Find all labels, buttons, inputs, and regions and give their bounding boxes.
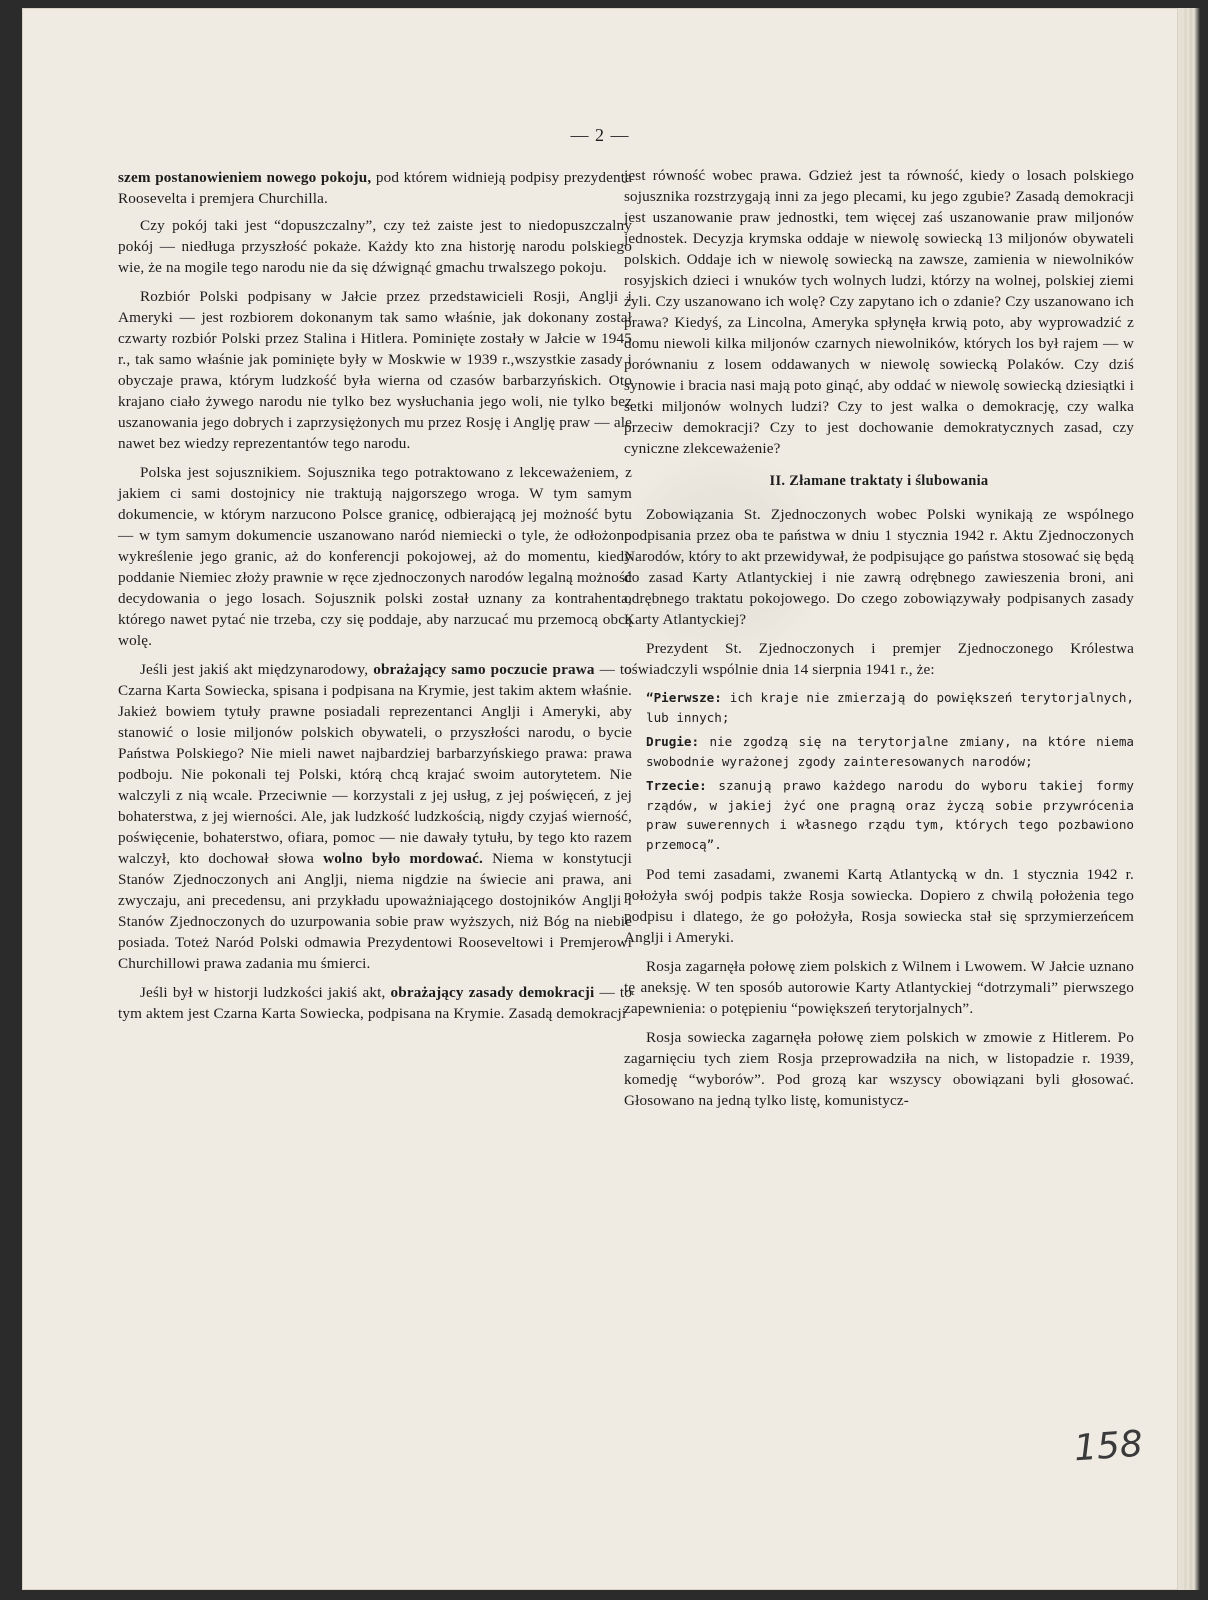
quote-text: szanują prawo każdego narodu do wyboru takiej formy rządów, w jakiej żyć one pragną oraz życzą sobie przywrócenia praw suwerennych i własnego rządu tym, których tego pozbawiono przemocą”. (646, 778, 1134, 852)
paragraph (118, 167, 632, 209)
charter-quote (646, 688, 1134, 854)
bold-phrase: szem postanowieniem nowego pokoju, (118, 169, 372, 186)
handwritten-note: 158 (1072, 1423, 1145, 1470)
paragraph: Polska jest sojusznikiem. Sojusznika tego potraktowano z lekceważeniem, z jakiem ci sami dostojnicy nie traktują najgorszego wroga. W tym samym dokumencie, w którym narzucono Polsce granicę, odbierającą jej możność bytu — w tym samym dokumencie uszanowano naród niemiecki o tyle, że odłożono wykreślenie jego granic, aż do konferencji pokojowej, aż do momentu, kiedy poddanie Niemiec złoży prawnie w ręce zjednoczonych narodów legalną możność decydowania o jego losach. Sojusznik polski został uznany za kontrahenta, którego nawet pytać nie trzeba, czy się poddaje, aby narzucać mu przemocą obcą wolę. (118, 464, 632, 649)
paragraph: Rosja sowiecka zagarnęła połowę ziem polskich w zmowie z Hitlerem. Po zagarnięciu tych ziem Rosja przeprowadziła na nich, w listopadzie r. 1939, komedję “wyborów”. Pod grozą kar wszyscy obowiązani byli głosować. Głosowano na jedną tylko listę, komunistycz- (624, 1029, 1134, 1109)
section-heading: II. Złamane traktaty i ślubowania (769, 473, 989, 489)
quote-label: “Pierwsze: (646, 690, 722, 705)
bold-phrase: obrażający samo poczucie prawa (373, 661, 595, 678)
bold-phrase: wolno było mordować. (323, 850, 484, 867)
text-span: Jeśli był w historji ludzkości jakiś akt, (140, 984, 391, 1001)
quote-text: ich kraje nie zmierzają do powiększeń terytorjalnych, lub innych; (646, 690, 1134, 725)
text-span: — to tym aktem jest Czarna Karta Sowiecka, podpisana na Krymie. Zasadą demokracji (118, 984, 632, 1022)
text-span: Niema w konstytucji Stanów Zjednoczonych ani Anglji, niema nigdzie na świecie ani prawa, ani zwyczaju, ani precedensu, ani przykładu upoważniającego dostojników Anglji i Stanów Zjednoczonych do uzurpowania sobie praw wyższych, niż Bóg na niebie posiada. Toteż Naród Polski odmawia Prezydentowi Rooseveltowi i Premjerowi Churchillowi prawa zadania mu śmierci. (118, 850, 633, 972)
paragraph: Rozbiór Polski podpisany w Jałcie przez przedstawicieli Rosji, Anglji i Ameryki — jest rozbiorem dokonanym tak samo właśnie, jak dokonany został czwarty rozbiór Polski przez Stalina i Hitlera. Pominięte zostały w Jałcie w 1945 r., tak samo właśnie jak pominięte były w Moskwie w 1939 r.,wszystkie zasady i obyczaje prawa, którym ludzkość była wierna od czasów barbarzyńskich. Oto krajano ciało żywego narodu nie tylko bez wysłuchania jego woli, nie tylko bez uszanowania jego dobrych i zaprzysiężonych mu przez Rosję i Anglję praw — ale nawet bez wiedzy reprezentantów tego narodu. (118, 288, 632, 452)
text-span: Jeśli jest jakiś akt międzynarodowy, (140, 661, 374, 678)
paragraph: Pod temi zasadami, zwanemi Kartą Atlantycką w dn. 1 stycznia 1942 r. położyła swój podpis także Rosja sowiecka. Dopiero z chwilą położenia tego podpisu i dlatego, że go położyła, Rosja sowiecka stał się sprzymierzeńcem Anglji i Ameryki. (624, 866, 1134, 946)
paragraph (118, 659, 632, 974)
paragraph: Zobowiązania St. Zjednoczonych wobec Polski wynikają ze wspólnego podpisania przez oba te państwa w dniu 1 stycznia 1942 r. Aktu Zjednoczonych Narodów, który to akt przewidywał, że podpisujące go państwa stosować się będą do zasad Karty Atlantyckiej i nie zawrą odrębnego zawieszenia broni, ani odrębnego traktatu pokojowego. Do czego zobowiązywały podpisanych zasady Karty Atlantyckiej? (624, 506, 1134, 628)
quote-label: Trzecie: (646, 778, 707, 793)
paragraph: Rosja zagarnęła połowę ziem polskich z Wilnem i Lwowem. W Jałcie uznano tę aneksję. W ten sposób autorowie Karty Atlantyckiej “dotrzymali” pierwszego zapewnienia: o potępieniu “powiększeń terytorjalnych”. (624, 958, 1134, 1017)
page-number: — 2 — (570, 125, 630, 145)
text-span: pod którem widnieją podpisy prezydenta Roosevelta i premjera Churchilla. (118, 169, 632, 207)
paragraph: jest równość wobec prawa. Gdzież jest ta równość, kiedy o losach polskiego sojusznika rozstrzygają inni za jego plecami, ku jego zgubie? Zasadą demokracji jest uszanowanie praw jednostki, tem więcej zaś uszanowanie praw miljonów jednostek. Decyzja krymska oddaje w niewolę sowiecką 13 miljonów obywateli polskich. Oddaje ich w niewolę sowiecką na zawsze, zamienia w niewolników rosyjskich dzieci i wnuków tych wolnych ludzi, którzy na wolnej, polskiej ziemi żyli. Czy uszanowano ich wolę? Czy zapytano ich o zdanie? Czy uszanowano ich prawa? Kiedyś, za Lincolna, Ameryka spłynęła krwią poto, aby wyprowadzić z domu niewoli kilka miljonów czarnych niewolników, których los był rajem — w porównaniu z losem oddawanych w niewolę sowiecką Polaków. Czy dziś synowie i bracia nasi mają poto ginąć, aby oddać w niewolę sowiecką dziesiątki i setki miljonów wolnych ludzi? Czy to jest walka o demokrację, czy walka przeciw demokracji? Czy to jest dochowanie demokratycznych zasad, czy cyniczne zlekceważenie? (624, 167, 1134, 457)
quote-item (646, 776, 1134, 854)
quote-text: nie zgodzą się na terytorjalne zmiany, na które niema swobodnie wyrażonej zgody zainteresowanych narodów; (646, 734, 1134, 769)
right-column (624, 165, 1134, 1119)
page-edge (1178, 8, 1208, 1590)
left-column (118, 167, 632, 1032)
paragraph: Prezydent St. Zjednoczonych i premjer Zjednoczonego Królestwa oświadczyli wspólnie dnia 14 sierpnia 1941 r., że: (624, 640, 1134, 678)
paragraph (118, 982, 632, 1024)
document-page (22, 8, 1178, 1590)
bold-phrase: obrażający zasady demokracji (390, 984, 595, 1001)
text-span: — to Czarna Karta Sowiecka, spisana i podpisana na Krymie, jest takim aktem właśnie. Jakież bowiem tytuły prawne posiadali reprezentanci Anglji i Ameryki, aby stanowić o losie miljonów polskich obywateli, o przyszłości narodu, o bycie Państwa Polskiego? Nie mieli nawet najbardziej barbarzyńskiego prawa: prawa podboju. Nie pokonali tej Polski, którą chcą krajać swoim autorytetem. Nie walczyli z nią wcale. Przeciwnie — korzystali z jej usług, z jej poświęceń, z jej bohaterstwa, z jej wierności. Ale, jak ludzkość ludzkością, nigdy czyjaś wierność, poświęcenie, bohaterstwo, ofiara, pomoc — nie dawały tytułu, by tego kto razem walczył, kto dochował słowa (118, 661, 632, 867)
quote-label: Drugie: (646, 734, 700, 749)
paragraph: Czy pokój taki jest “dopuszczalny”, czy też zaiste jest to niedopuszczalny pokój — niedługa przyszłość pokaże. Każdy kto zna historję narodu polskiego wie, że na mogile tego narodu nie da się dźwignąć gmachu trwalszego pokoju. (118, 217, 632, 276)
quote-item (646, 688, 1134, 727)
quote-item (646, 732, 1134, 771)
